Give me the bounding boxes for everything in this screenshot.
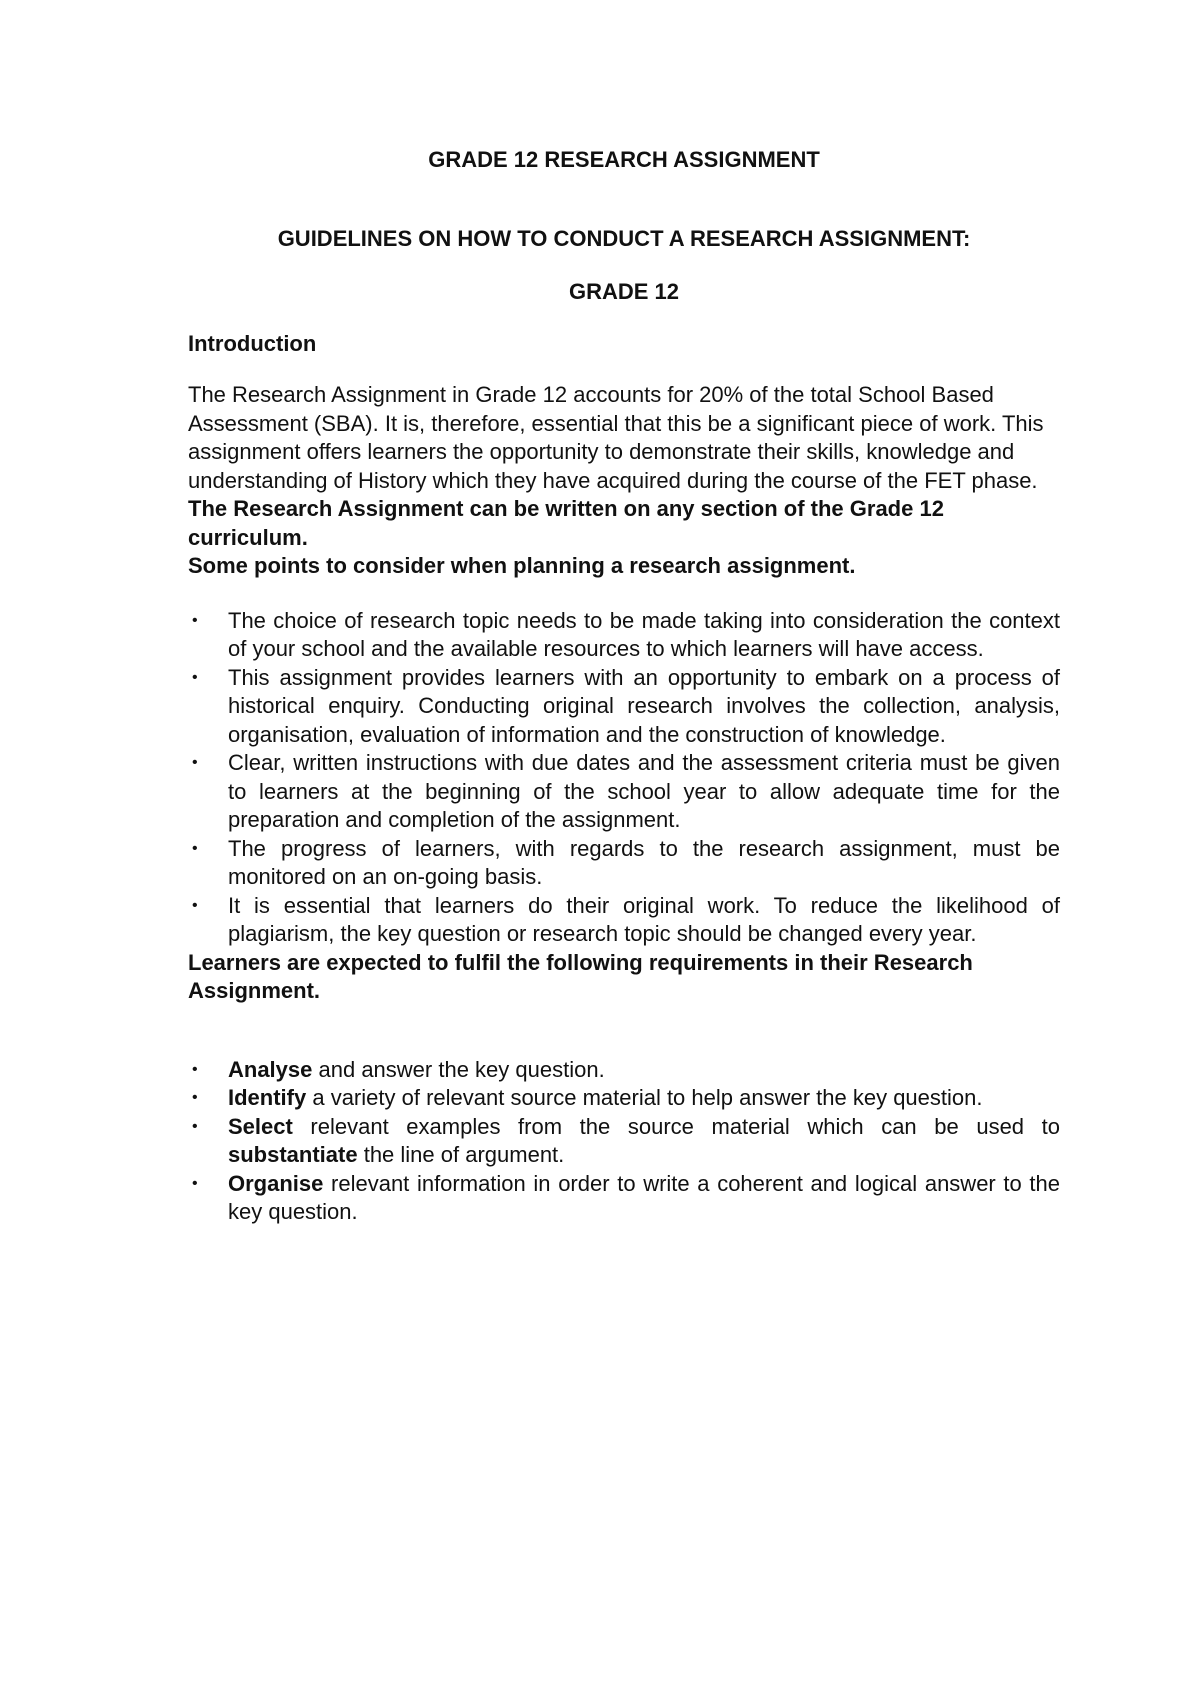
bullet-icon: • [192,611,198,629]
requirement-keyword: Organise [228,1170,324,1196]
requirement-text: relevant examples from the source material which can be used to [292,1113,1060,1139]
list-item [188,1084,1060,1113]
curriculum-note: The Research Assignment can be written on any section of the Grade 12 curriculum. [188,496,944,550]
requirement-keyword: Identify [228,1085,307,1110]
bullet-icon: • [192,839,198,857]
list-item [188,607,1060,664]
requirement-text: relevant information in order to write a coherent and logical answer to the key question. [228,1170,1060,1224]
introduction-paragraph: The Research Assignment in Grade 12 accounts for 20% of the total School Based Assessment (SBA). It is, therefore, essential that this be a significant piece of work. This assignment offers learners the opportunity to demonstrate their skills, knowledge and understanding of History which they have acquired during the course of the FET phase. [188,382,1044,493]
requirements-heading: Learners are expected to fulfil the following requirements in their Research Assignment. [188,949,973,1003]
list-item [188,749,1060,835]
list-item [188,892,1060,949]
bullet-icon: • [192,668,198,686]
list-item-text: The progress of learners, with regards to the research assignment, must be monitored on an on-going basis. [228,835,1060,889]
bullet-icon: • [192,1174,198,1192]
document-content [188,146,1060,1227]
requirement-text: and answer the key question. [312,1056,605,1082]
requirement-text: a variety of relevant source material to help answer the key question. [306,1085,983,1110]
list-item [188,664,1060,750]
bullet-icon: • [192,896,198,914]
planning-points-list [188,607,1060,949]
bullet-icon: • [192,1060,198,1078]
list-item [188,1113,1060,1170]
list-item-text: The choice of research topic needs to be made taking into consideration the context of your school and the available resources to which learners will have access. [228,607,1060,661]
bullet-icon: • [192,1089,198,1106]
requirement-keyword: Analyse [228,1056,313,1082]
points-heading: Some points to consider when planning a research assignment. [188,553,856,578]
list-item-text: Clear, written instructions with due dates and the assessment criteria must be given to learners at the beginning of the school year to allow adequate time for the preparation and completion of the assignment. [228,750,1060,832]
list-item-text: This assignment provides learners with an opportunity to embark on a process of historical enquiry. Conducting original research involves the collection, analysis, organisation, evaluation of information and the construction of knowledge. [228,664,1060,747]
list-item [188,1170,1060,1227]
list-item [188,835,1060,892]
requirement-keyword: Select [228,1113,293,1139]
requirements-list [188,1056,1060,1227]
document-subtitle: GUIDELINES ON HOW TO CONDUCT A RESEARCH ASSIGNMENT: [277,225,971,251]
document-title: GRADE 12 RESEARCH ASSIGNMENT [428,147,820,172]
list-item [188,1056,1060,1085]
grade-heading: GRADE 12 [568,279,680,304]
introduction-heading: Introduction [188,330,317,356]
requirement-keyword: substantiate [228,1142,358,1167]
list-item-text: It is essential that learners do their original work. To reduce the likelihood of plagiarism, the key question or research topic should be changed every year. [228,892,1060,946]
requirement-text: the line of argument. [357,1142,565,1167]
bullet-icon: • [192,1117,198,1135]
bullet-icon: • [192,754,198,771]
